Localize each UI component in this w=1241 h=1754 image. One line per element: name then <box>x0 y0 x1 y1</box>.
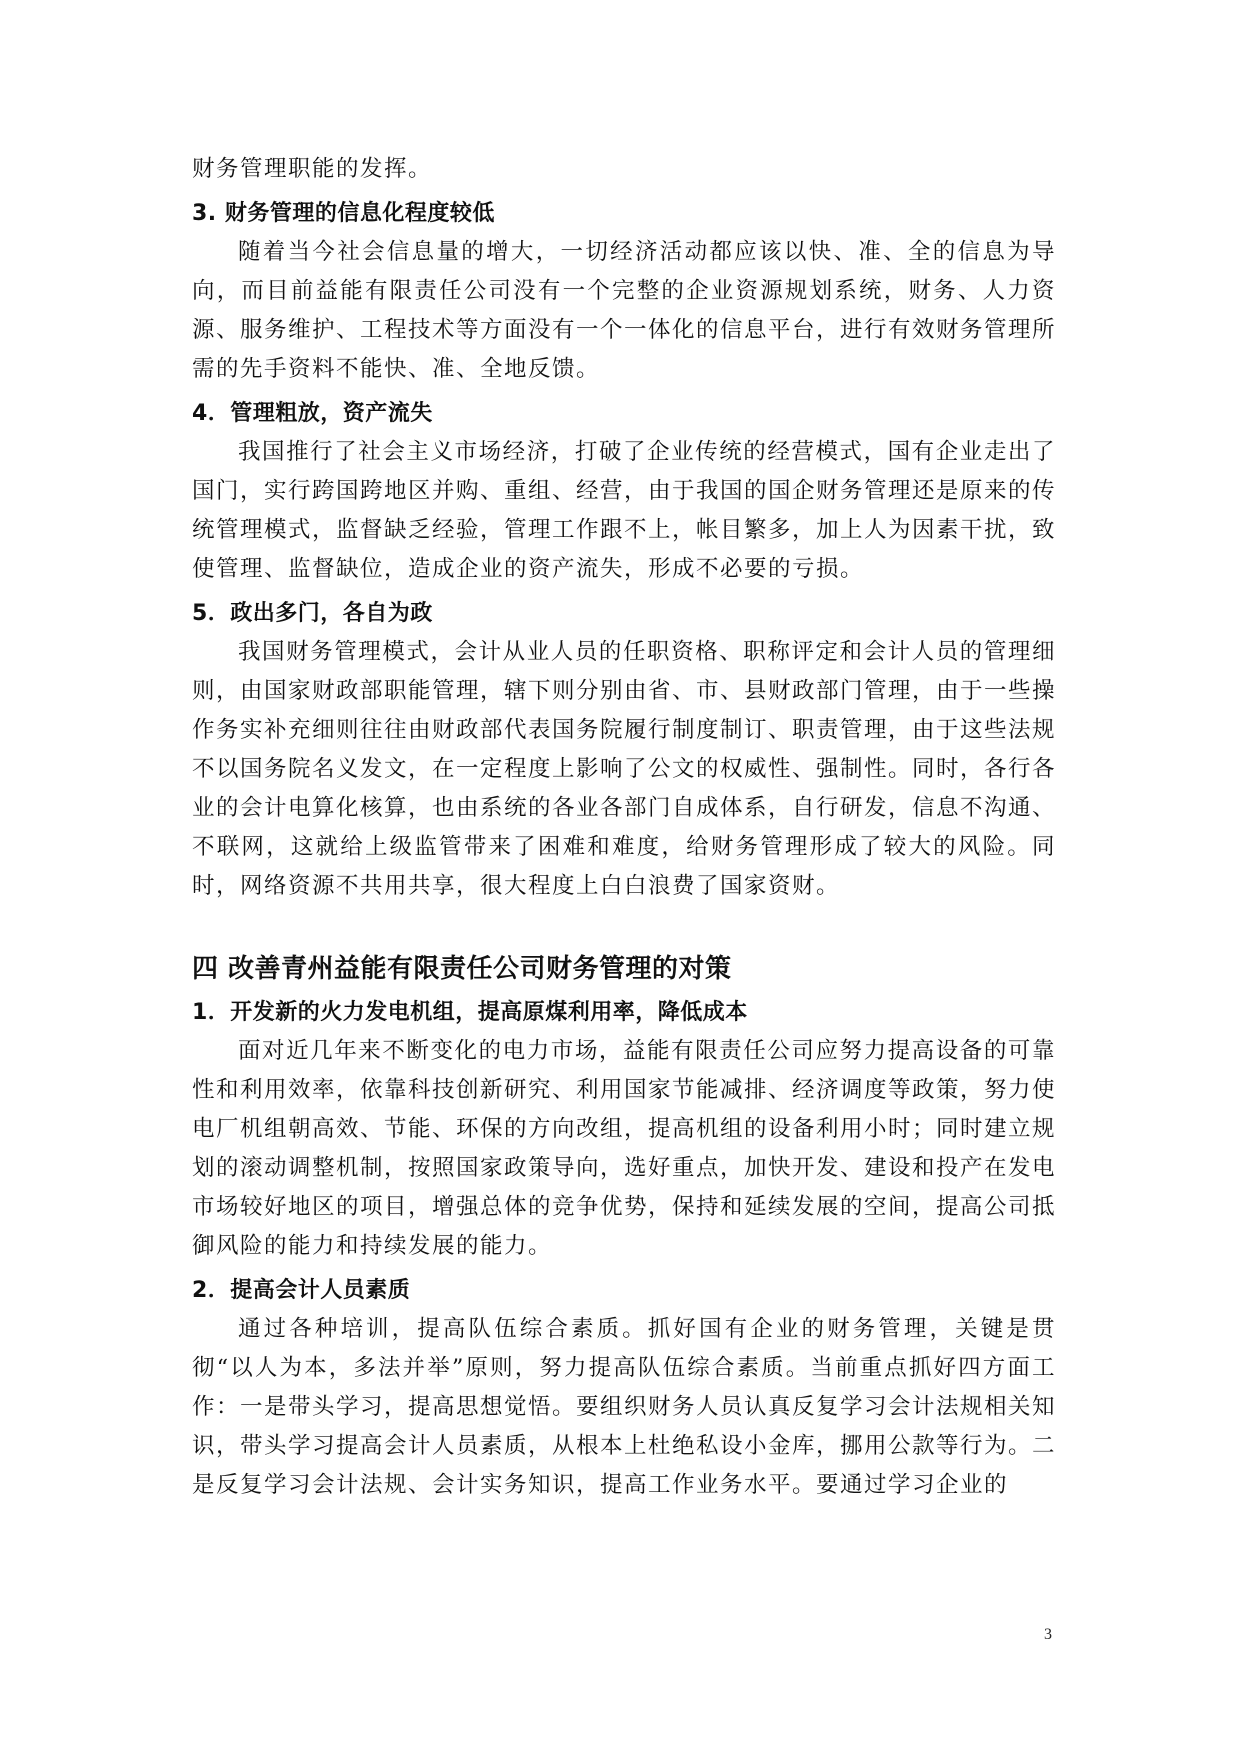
heading-4-asset-loss: 4．管理粗放，资产流失 <box>192 401 433 426</box>
paragraph-multiple-authorities: 我国财务管理模式，会计从业人员的任职资格、职称评定和会计人员的管理细则，由国家财政部职能管理，辖下则分别由省、市、县财政部门管理，由于一些操作务实补充细则往往由财政部代表国务院履行制度制订、职责管理，由于这些法规不以国务院名义发文，在一定程度上影响了公文的权威性、强制性。同时，各行各业的会计电算化核算，也由系统的各业各部门自成体系，自行研发，信息不沟通、不联网，这就给上级监管带来了困难和难度，给财务管理形成了较大的风险。同时，网络资源不共用共享，很大程度上白白浪费了国家资财。 <box>192 639 1057 899</box>
heading-2-staff-quality: 2．提高会计人员素质 <box>192 1278 411 1303</box>
paragraph-staff-quality: 通过各种培训，提高队伍综合素质。抓好国有企业的财务管理，关键是贯彻“以人为本，多法并举”原则，努力提高队伍综合素质。当前重点抓好四方面工作：一是带头学习，提高思想觉悟。要组织财务人员认真反复学习会计法规相关知识，带头学习提高会计人员素质，从根本上杜绝私设小金库，挪用公款等行为。二是反复学习会计法规、会计实务知识，提高工作业务水平。要通过学习企业的 <box>192 1316 1057 1498</box>
paragraph-asset-loss: 我国推行了社会主义市场经济，打破了企业传统的经营模式，国有企业走出了国门，实行跨国跨地区并购、重组、经营，由于我国的国企财务管理还是原来的传统管理模式，监督缺乏经验，管理工作跟不上，帐目繁多，加上人为因素干扰，致使管理、监督缺位，造成企业的资产流失，形成不必要的亏损。 <box>192 439 1057 582</box>
heading-1-power-units: 1．开发新的火力发电机组，提高原煤利用率，降低成本 <box>192 1000 748 1025</box>
heading-3-informatization: 3. 财务管理的信息化程度较低 <box>192 201 495 226</box>
paragraph-informatization: 随着当今社会信息量的增大，一切经济活动都应该以快、准、全的信息为导向，而目前益能有限责任公司没有一个完整的企业资源规划系统，财务、人力资源、服务维护、工程技术等方面没有一个一体化的信息平台，进行有效财务管理所需的先手资料不能快、准、全地反馈。 <box>192 239 1057 382</box>
paragraph-continuation: 财务管理职能的发挥。 <box>192 156 433 182</box>
paragraph-power-units: 面对近几年来不断变化的电力市场，益能有限责任公司应努力提高设备的可靠性和利用效率，依靠科技创新研究、利用国家节能减排、经济调度等政策，努力使电厂机组朝高效、节能、环保的方向改组，提高机组的设备利用小时；同时建立规划的滚动调整机制，按照国家政策导向，选好重点，加快开发、建设和投产在发电市场较好地区的项目，增强总体的竞争优势，保持和延续发展的空间，提高公司抵御风险的能力和持续发展的能力。 <box>192 1038 1057 1259</box>
page-number: 3 <box>1044 1626 1052 1643</box>
page-content <box>192 150 1056 1505</box>
section-title-countermeasures: 四 改善青州益能有限责任公司财务管理的对策 <box>192 954 732 984</box>
heading-5-multiple-authorities: 5．政出多门，各自为政 <box>192 601 433 626</box>
